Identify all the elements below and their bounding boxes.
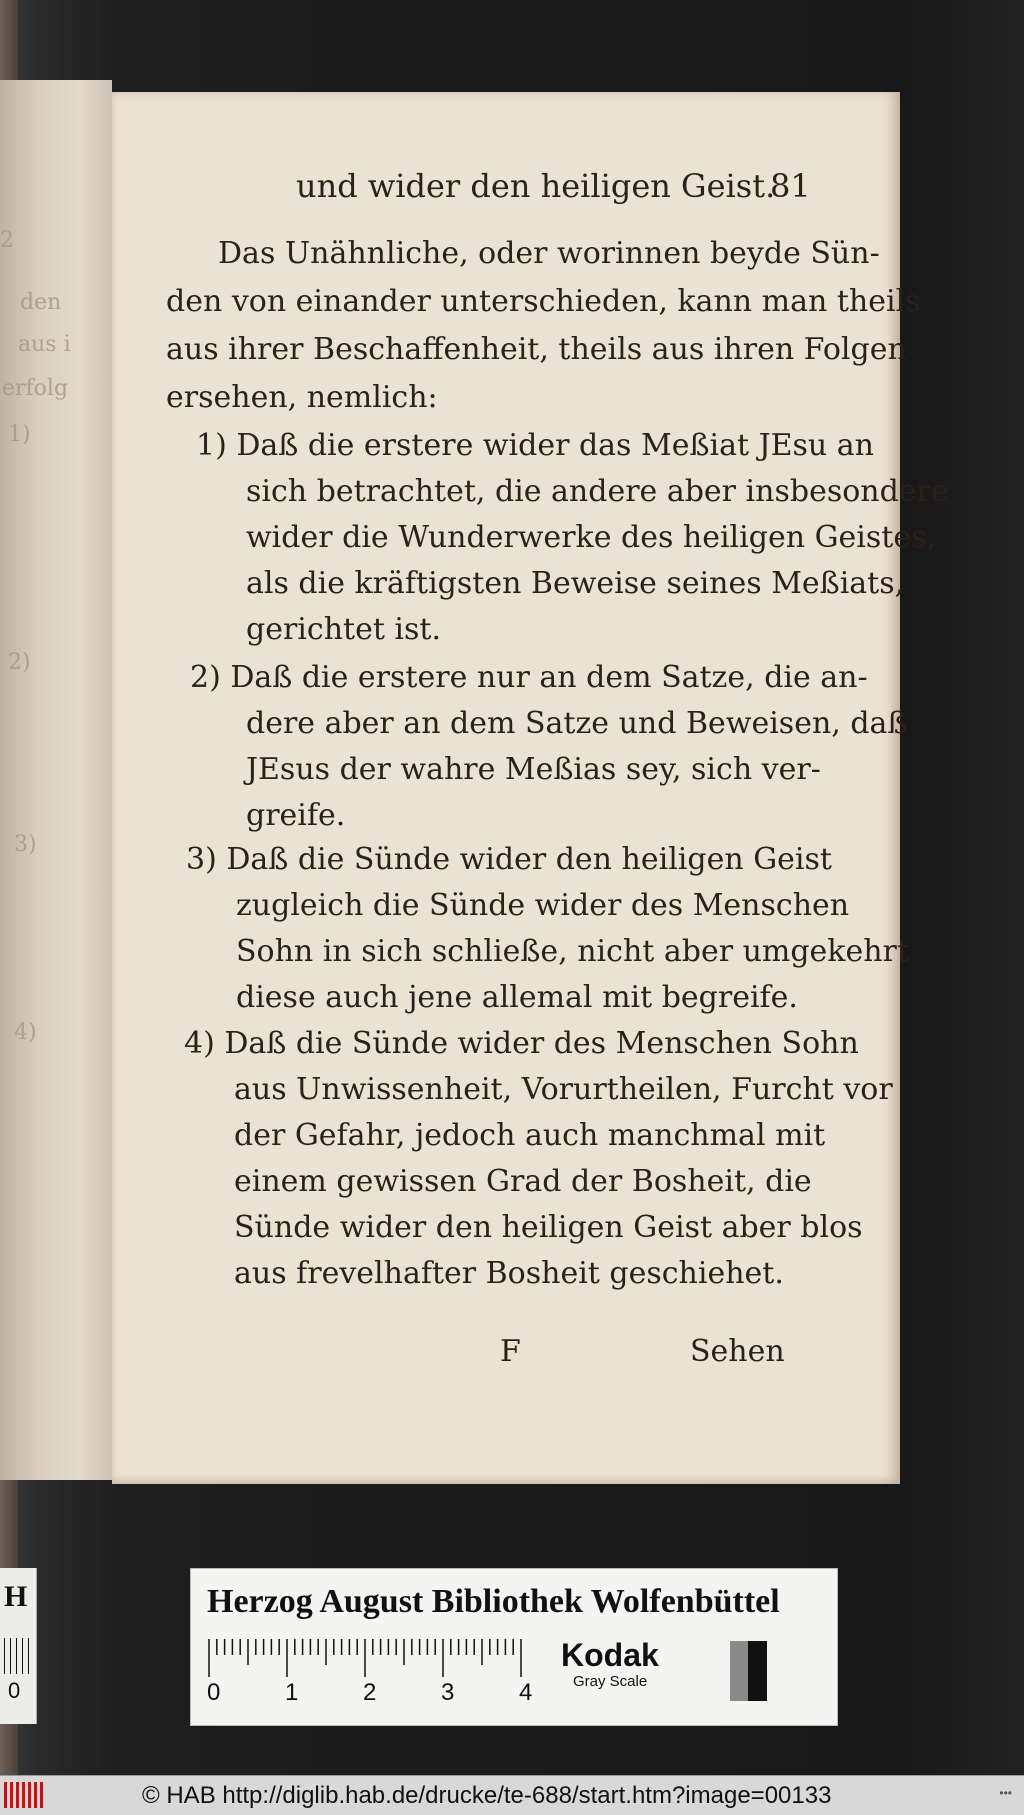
text-line: als die kräftigsten Beweise seines Meßiats, — [246, 566, 905, 601]
signature-mark: F — [500, 1334, 521, 1369]
text-line: aus Unwissenheit, Vorurtheilen, Furcht vor — [234, 1072, 893, 1107]
text-line: sich betrachtet, die andere aber insbesondere — [246, 474, 949, 509]
catchword: Sehen — [690, 1334, 785, 1369]
text-line: aus frevelhafter Bosheit geschiehet. — [234, 1256, 784, 1291]
text-line: den von einander unterschieden, kann man theils — [166, 284, 921, 319]
partial-color-card — [0, 1568, 37, 1724]
ghost-text: den — [20, 290, 62, 315]
ruler-label: 3 — [441, 1679, 455, 1706]
text-line: JEsus der wahre Meßias sey, sich ver- — [246, 752, 821, 787]
ghost-text: erfolg — [2, 376, 69, 401]
running-header: und wider den heiligen Geist. — [296, 167, 776, 205]
text-line: ersehen, nemlich: — [166, 380, 438, 415]
ghost-text: 2 — [0, 228, 14, 253]
text-line: dere aber an dem Satze und Beweisen, daß — [246, 706, 908, 741]
text-line: gerichtet ist. — [246, 612, 441, 647]
text-line: Sünde wider den heiligen Geist aber blos — [234, 1210, 863, 1245]
ghost-text: aus i — [18, 332, 71, 357]
gray-scale-swatch — [711, 1641, 767, 1701]
list-item-2: 2) Daß die erstere nur an dem Satze, die an- — [190, 660, 868, 695]
ghost-text: 2) — [8, 650, 31, 675]
page-number: 81 — [770, 167, 811, 205]
list-item-3: 3) Daß die Sünde wider den heiligen Geist — [186, 842, 832, 877]
ruler-label: 4 — [519, 1679, 533, 1706]
text-line: einem gewissen Grad der Bosheit, die — [234, 1164, 812, 1199]
hab-logo-icon — [4, 1782, 46, 1808]
ghost-text: 1) — [8, 422, 31, 447]
text-line: Sohn in sich schließe, nicht aber umgekehrt — [236, 934, 909, 969]
list-item-4: 4) Daß die Sünde wider des Menschen Sohn — [184, 1026, 859, 1061]
text-line: aus ihrer Beschaffenheit, theils aus ihren Folgen — [166, 332, 907, 367]
text-line: der Gefahr, jedoch auch manchmal mit — [234, 1118, 826, 1153]
text-line: zugleich die Sünde wider des Menschen — [236, 888, 850, 923]
footer-dots: ••• — [999, 1786, 1012, 1800]
ghost-text: 3) — [14, 832, 37, 857]
ruler-label: 1 — [285, 1679, 299, 1706]
ruler-label: 2 — [363, 1679, 377, 1706]
gray-scale-label: Gray Scale — [573, 1673, 648, 1690]
ruler-scale — [207, 1639, 527, 1679]
partial-card-digit: 0 — [8, 1678, 21, 1703]
previous-page-edge — [0, 80, 112, 1480]
color-reference-card — [190, 1568, 838, 1726]
text-line: greife. — [246, 798, 346, 833]
partial-ruler — [4, 1638, 32, 1674]
ruler-label: 0 — [207, 1679, 221, 1706]
library-name: Herzog August Bibliothek Wolfenbüttel — [207, 1583, 780, 1620]
text-line: diese auch jene allemal mit begreife. — [236, 980, 798, 1015]
list-item-1: 1) Daß die erstere wider das Meßiat JEsu an — [196, 428, 874, 463]
text-line: wider die Wunderwerke des heiligen Geistes, — [246, 520, 937, 555]
kodak-logo: Kodak — [561, 1637, 659, 1673]
text-line: Das Unähnliche, oder worinnen beyde Sün- — [218, 236, 880, 271]
copyright-url[interactable]: © HAB http://diglib.hab.de/drucke/te-688/start.htm?image=00133 — [142, 1782, 832, 1809]
ghost-text: 4) — [14, 1020, 37, 1045]
partial-card-letter: H — [4, 1580, 28, 1613]
footer-bar — [0, 1775, 1024, 1815]
